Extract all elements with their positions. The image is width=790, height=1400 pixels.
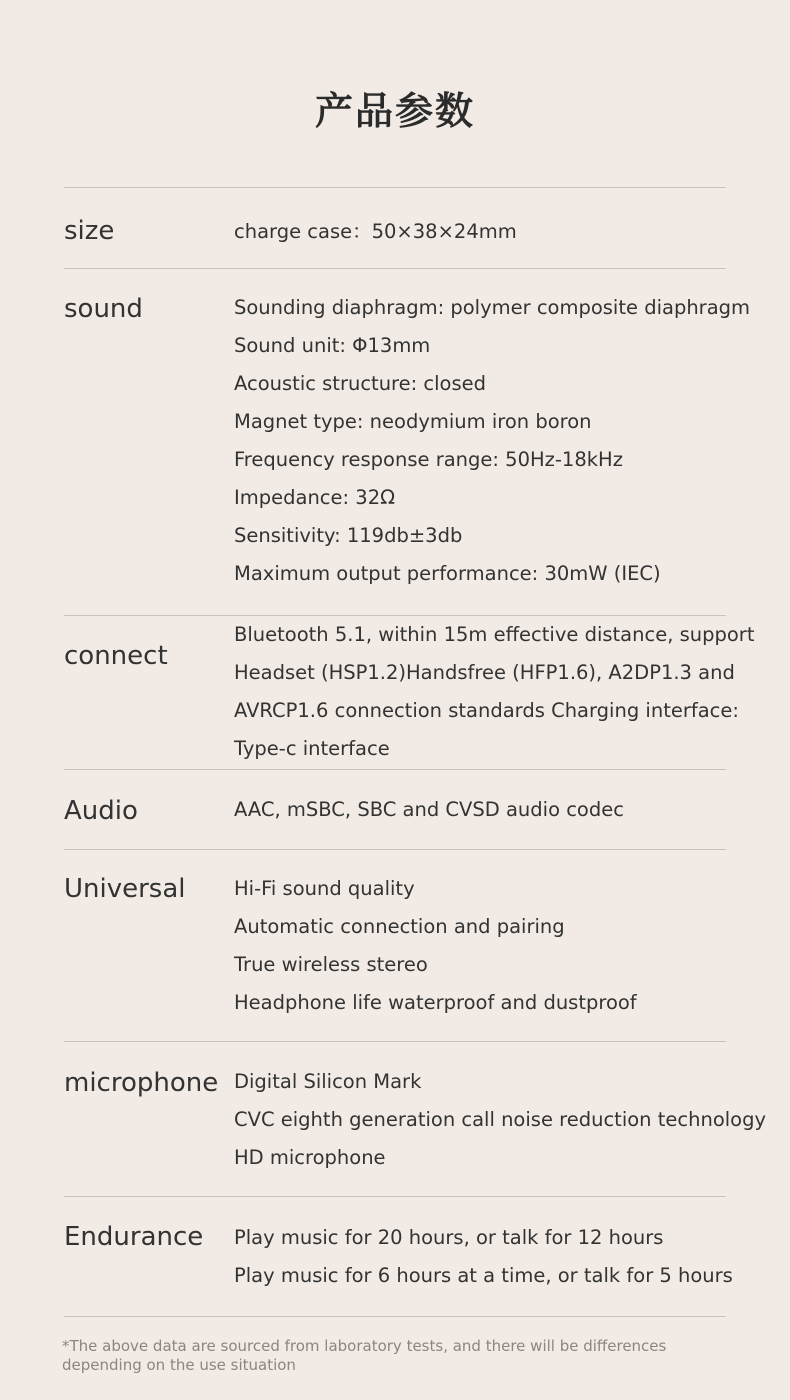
spec-line: Digital Silicon Mark — [234, 1070, 422, 1093]
row-label-connect: connect — [64, 641, 168, 671]
row-label-microphone: microphone — [64, 1068, 219, 1098]
spec-line: AAC, mSBC, SBC and CVSD audio codec — [234, 798, 624, 821]
row-values-size — [234, 213, 517, 251]
spec-line: Magnet type: neodymium iron boron — [234, 410, 592, 433]
spec-line: Sensitivity: 119db±3db — [234, 524, 463, 547]
spec-line: Sounding diaphragm: polymer composite diaphragm — [234, 296, 751, 319]
row-label-size: size — [64, 216, 115, 246]
page-title: 产品参数 — [314, 89, 475, 133]
row-label-endurance: Endurance — [64, 1222, 204, 1252]
divider — [64, 1316, 726, 1317]
spec-line: Hi-Fi sound quality — [234, 877, 415, 900]
row-values-universal — [234, 870, 637, 1022]
row-label-sound: sound — [64, 294, 143, 324]
spec-line: Sound unit: Φ13mm — [234, 334, 431, 357]
spec-line: CVC eighth generation call noise reduction technology — [234, 1108, 767, 1131]
divider — [64, 1196, 726, 1197]
spec-line: Play music for 20 hours, or talk for 12 hours — [234, 1226, 664, 1249]
row-label-audio: Audio — [64, 796, 138, 826]
spec-line: True wireless stereo — [234, 953, 428, 976]
row-values-connect — [234, 616, 754, 768]
footnote: *The above data are sourced from laboratory tests, and there will be differences depending on the use situation — [62, 1337, 667, 1374]
spec-line: AVRCP1.6 connection standards Charging interface: — [234, 699, 739, 722]
divider — [64, 849, 726, 850]
spec-line: Maximum output performance: 30mW (IEC) — [234, 562, 661, 585]
row-values-audio — [234, 791, 624, 829]
spec-line: Impedance: 32Ω — [234, 486, 396, 509]
spec-line: Acoustic structure: closed — [234, 372, 487, 395]
divider — [64, 268, 726, 269]
spec-line: Headphone life waterproof and dustproof — [234, 991, 637, 1014]
spec-line: Type-c interface — [234, 737, 390, 760]
spec-line: Frequency response range: 50Hz-18kHz — [234, 448, 623, 471]
spec-line: Automatic connection and pairing — [234, 915, 565, 938]
divider — [64, 187, 726, 188]
spec-line: charge case：50×38×24mm — [234, 220, 517, 243]
row-values-sound — [234, 289, 750, 593]
row-label-universal: Universal — [64, 874, 186, 904]
spec-line: HD microphone — [234, 1146, 386, 1169]
spec-line: Play music for 6 hours at a time, or talk for 5 hours — [234, 1264, 733, 1287]
row-values-endurance — [234, 1219, 733, 1295]
spec-line: Headset (HSP1.2)Handsfree (HFP1.6), A2DP1.3 and — [234, 661, 735, 684]
divider — [64, 1041, 726, 1042]
spec-line: Bluetooth 5.1, within 15m effective distance, support — [234, 623, 755, 646]
row-values-microphone — [234, 1063, 766, 1177]
divider — [64, 769, 726, 770]
